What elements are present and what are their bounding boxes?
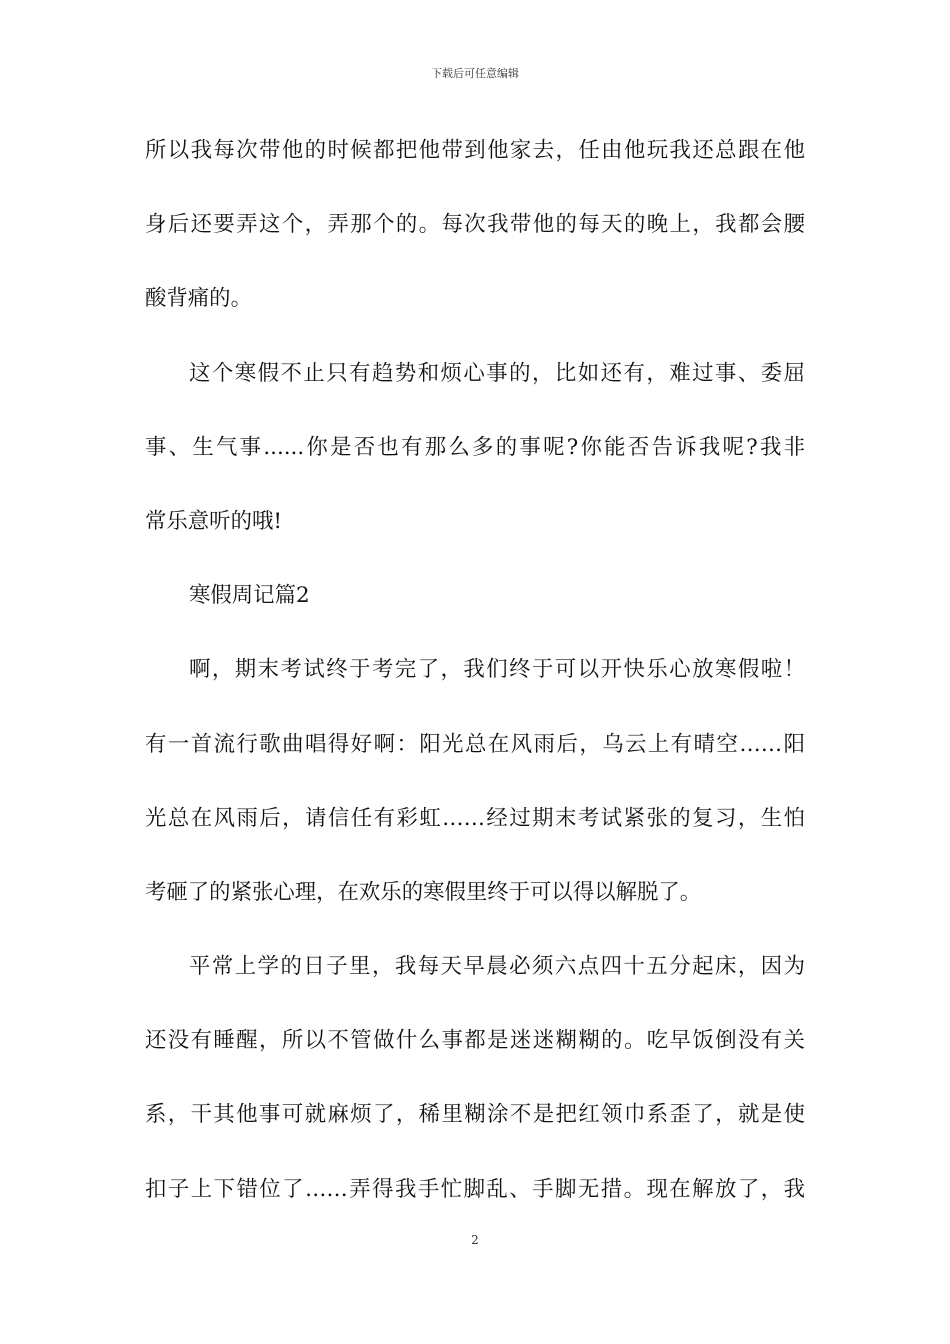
text-line: 有一首流行歌曲唱得好啊：阳光总在风雨后，乌云上有晴空……阳 (145, 731, 805, 757)
page-header: 下载后可任意编辑 (431, 67, 519, 80)
text-line: 酸背痛的。 (145, 286, 252, 312)
body-text (145, 128, 805, 1241)
text-line: 这个寒假不止只有趋势和烦心事的，比如还有，难过事、委屈 (189, 360, 805, 386)
text-line: 常乐意听的哦! (145, 508, 282, 534)
text-line: 身后还要弄这个，弄那个的。每次我带他的每天的晚上，我都会腰 (145, 212, 805, 238)
text-line: 所以我每次带他的时候都把他带到他家去，任由他玩我还总跟在他 (145, 138, 805, 163)
text-line: 光总在风雨后，请信任有彩虹……经过期末考试紧张的复习，生怕 (145, 805, 805, 831)
text-line: 考砸了的紧张心理，在欢乐的寒假里终于可以得以解脱了。 (145, 879, 702, 905)
text-line: 扣子上下错位了……弄得我手忙脚乱、手脚无措。现在解放了，我 (145, 1176, 805, 1202)
text-line: 平常上学的日子里，我每天早晨必须六点四十五分起床，因为 (189, 954, 805, 980)
page-number: 2 (471, 1233, 479, 1247)
text-line: 啊，期末考试终于考完了，我们终于可以开快乐心放寒假啦！ (189, 657, 805, 683)
section-heading: 寒假周记篇2 (189, 583, 310, 609)
text-line: 事、生气事......你是否也有那么多的事呢?你能否告诉我呢?我非 (145, 434, 805, 460)
text-line: 系，干其他事可就麻烦了，稀里糊涂不是把红领巾系歪了，就是使 (145, 1102, 805, 1128)
text-line: 还没有睡醒，所以不管做什么事都是迷迷糊糊的。吃早饭倒没有关 (145, 1028, 805, 1054)
